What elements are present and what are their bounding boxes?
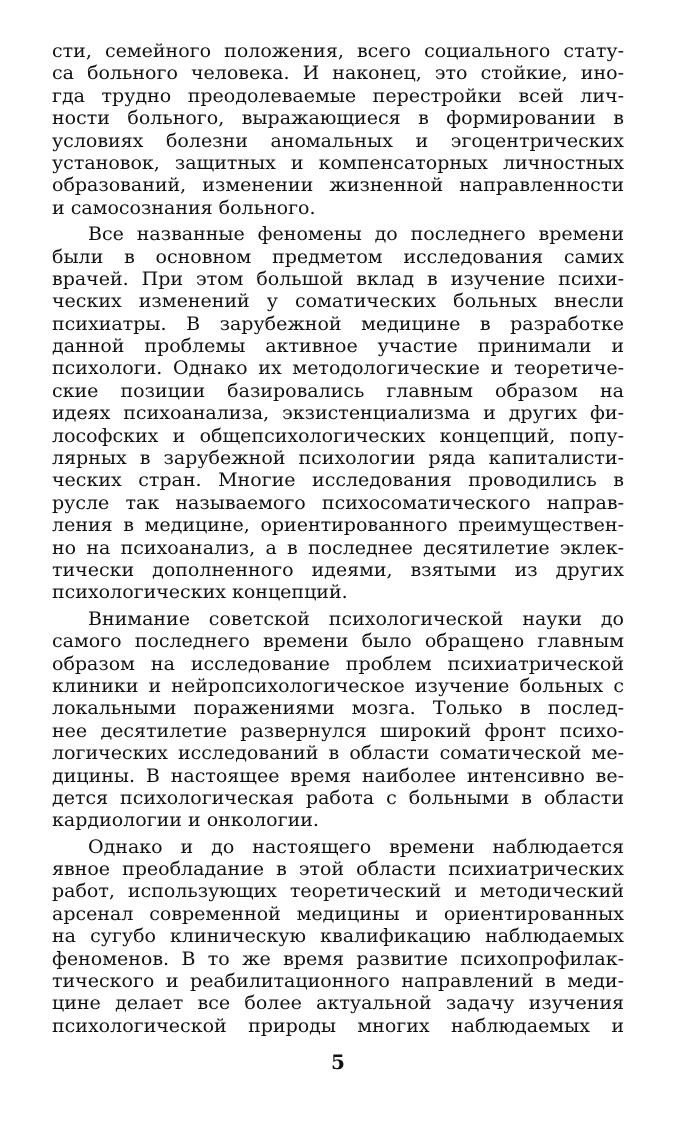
text-line: психологи. Однако их методологические и теоретиче-	[52, 357, 624, 380]
text-line: на сугубо клиническую квалификацию наблюдаемых	[52, 925, 624, 948]
page-number: 5	[331, 1050, 345, 1074]
paragraph	[52, 223, 624, 604]
text-line: са больного человека. И наконец, это стойкие, ино-	[52, 62, 624, 85]
text-line: Однако и до настоящего времени наблюдается	[88, 835, 624, 858]
text-line: лярных в зарубежной психологии ряда капиталисти-	[52, 447, 624, 470]
text-line: установок, защитных и компенсаторных личностных	[52, 151, 624, 174]
paragraph	[52, 40, 624, 219]
text-line: самого последнего времени было обращено главным	[52, 630, 624, 653]
text-line: сти, семейного положения, всего социального стату-	[52, 40, 624, 62]
paragraph	[52, 608, 624, 832]
text-line: русле так называемого психосоматического направ-	[52, 491, 624, 514]
text-line: но на психоанализ, а в последнее десятилетие эклек-	[52, 536, 624, 559]
text-line: нее десятилетие развернулся широкий фронт психо-	[52, 719, 624, 742]
text-line: клиники и нейропсихологическое изучение больных с	[52, 674, 624, 697]
text-line: лософских и общепсихологических концепций, попу-	[52, 424, 624, 447]
text-line: тического и реабилитационного направлений в меди-	[52, 970, 624, 993]
text-line: логических исследований в области соматической ме-	[52, 742, 624, 765]
text-line: ления в медицине, ориентированного преимуществен-	[52, 514, 624, 537]
paragraph	[52, 836, 624, 1038]
text-line: кардиологии и онкологии.	[52, 809, 319, 832]
text-line: данной проблемы активное участие принимали и	[52, 335, 624, 358]
text-line: и самосознания больного.	[52, 196, 316, 219]
text-line: арсенал современной медицины и ориентированных	[52, 902, 624, 925]
text-line: образований, изменении жизненной направленности	[52, 174, 624, 197]
text-line: работ, использующих теоретический и методический	[52, 880, 624, 903]
text-line: дицины. В настоящее время наиболее интенсивно ве-	[52, 764, 624, 787]
text-line: идеях психоанализа, экзистенциализма и других фи-	[52, 402, 624, 425]
text-line: условиях болезни аномальных и эгоцентрических	[52, 129, 624, 152]
text-line: цине делает все более актуальной задачу изучения	[52, 992, 624, 1015]
text-line: феноменов. В то же время развитие психопрофилак-	[52, 947, 624, 970]
text-line: врачей. При этом большой вклад в изучение психи-	[52, 267, 624, 290]
book-page	[52, 0, 624, 1121]
text-line: ческих изменений у соматических больных внесли	[52, 290, 624, 313]
text-line: психологической природы многих наблюдаемых и	[52, 1014, 624, 1037]
text-line: психиатры. В зарубежной медицине в разработке	[52, 312, 624, 335]
text-line: образом на исследование проблем психиатрической	[52, 652, 624, 675]
text-line: ческих стран. Многие исследования проводились в	[52, 469, 624, 492]
text-line: Все названные феномены до последнего времени	[88, 223, 624, 246]
text-line: Внимание советской психологической науки до	[88, 607, 624, 630]
text-line: локальными поражениями мозга. Только в послед-	[52, 697, 624, 720]
text-line: дется психологическая работа с больными в области	[52, 786, 624, 809]
text-line: гда трудно преодолеваемые перестройки всей лич-	[52, 84, 624, 107]
text-line: тически дополненного идеями, взятыми из других	[52, 558, 624, 581]
text-line: психологических концепций.	[52, 581, 348, 604]
text-line: явное преобладание в этой области психиатрических	[52, 858, 624, 881]
text-line: ские позиции базировались главным образом на	[52, 379, 624, 402]
text-line: были в основном предметом исследования самих	[52, 245, 624, 268]
body-text	[52, 40, 624, 1037]
text-line: ности больного, выражающиеся в формировании в	[52, 107, 624, 130]
